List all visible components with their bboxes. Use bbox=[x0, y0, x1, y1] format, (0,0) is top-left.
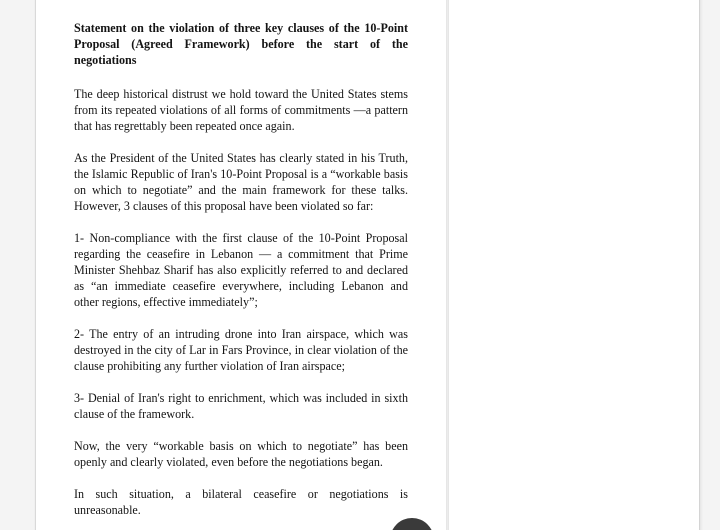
paragraph-violated: Now, the very “workable basis on which to negotiate” has been openly and clearly violated, even before the negotiations began. bbox=[74, 439, 408, 469]
paragraph-clause-1: 1- Non-compliance with the first clause of the 10-Point Proposal regarding the ceasefire in Lebanon — a commitment that Prime Minister Shehbaz Sharif has also explicitly referred to and declared as “an immediate ceasefire everywhere, including Lebanon and other regions, effective immediately”; bbox=[74, 231, 408, 309]
statement-title: Statement on the violation of three key clauses of the 10-Point Proposal (Agreed Framework) before the start of the negotiations bbox=[74, 21, 408, 67]
paragraph-clause-2: 2- The entry of an intruding drone into Iran airspace, which was destroyed in the city of Lar in Fars Province, in clear violation of the clause prohibiting any further violation of Iran airspace; bbox=[74, 327, 408, 373]
paragraph-framework: As the President of the United States has clearly stated in his Truth, the Islamic Republic of Iran's 10-Point Proposal is a “workable basis on which to negotiate” and the main framework for these talks. However, 3 clauses of this proposal have been violated so far: bbox=[74, 151, 408, 213]
paragraph-distrust: The deep historical distrust we hold toward the United States stems from its repeated violations of all forms of commitments —a pattern that has regrettably been repeated once again. bbox=[74, 87, 408, 133]
paragraph-conclusion: In such situation, a bilateral ceasefire or negotiations is unreasonable. bbox=[74, 487, 408, 517]
document-body bbox=[74, 20, 408, 530]
next-page bbox=[448, 0, 700, 530]
paragraph-clause-3: 3- Denial of Iran's right to enrichment, which was included in sixth clause of the framework. bbox=[74, 391, 408, 421]
